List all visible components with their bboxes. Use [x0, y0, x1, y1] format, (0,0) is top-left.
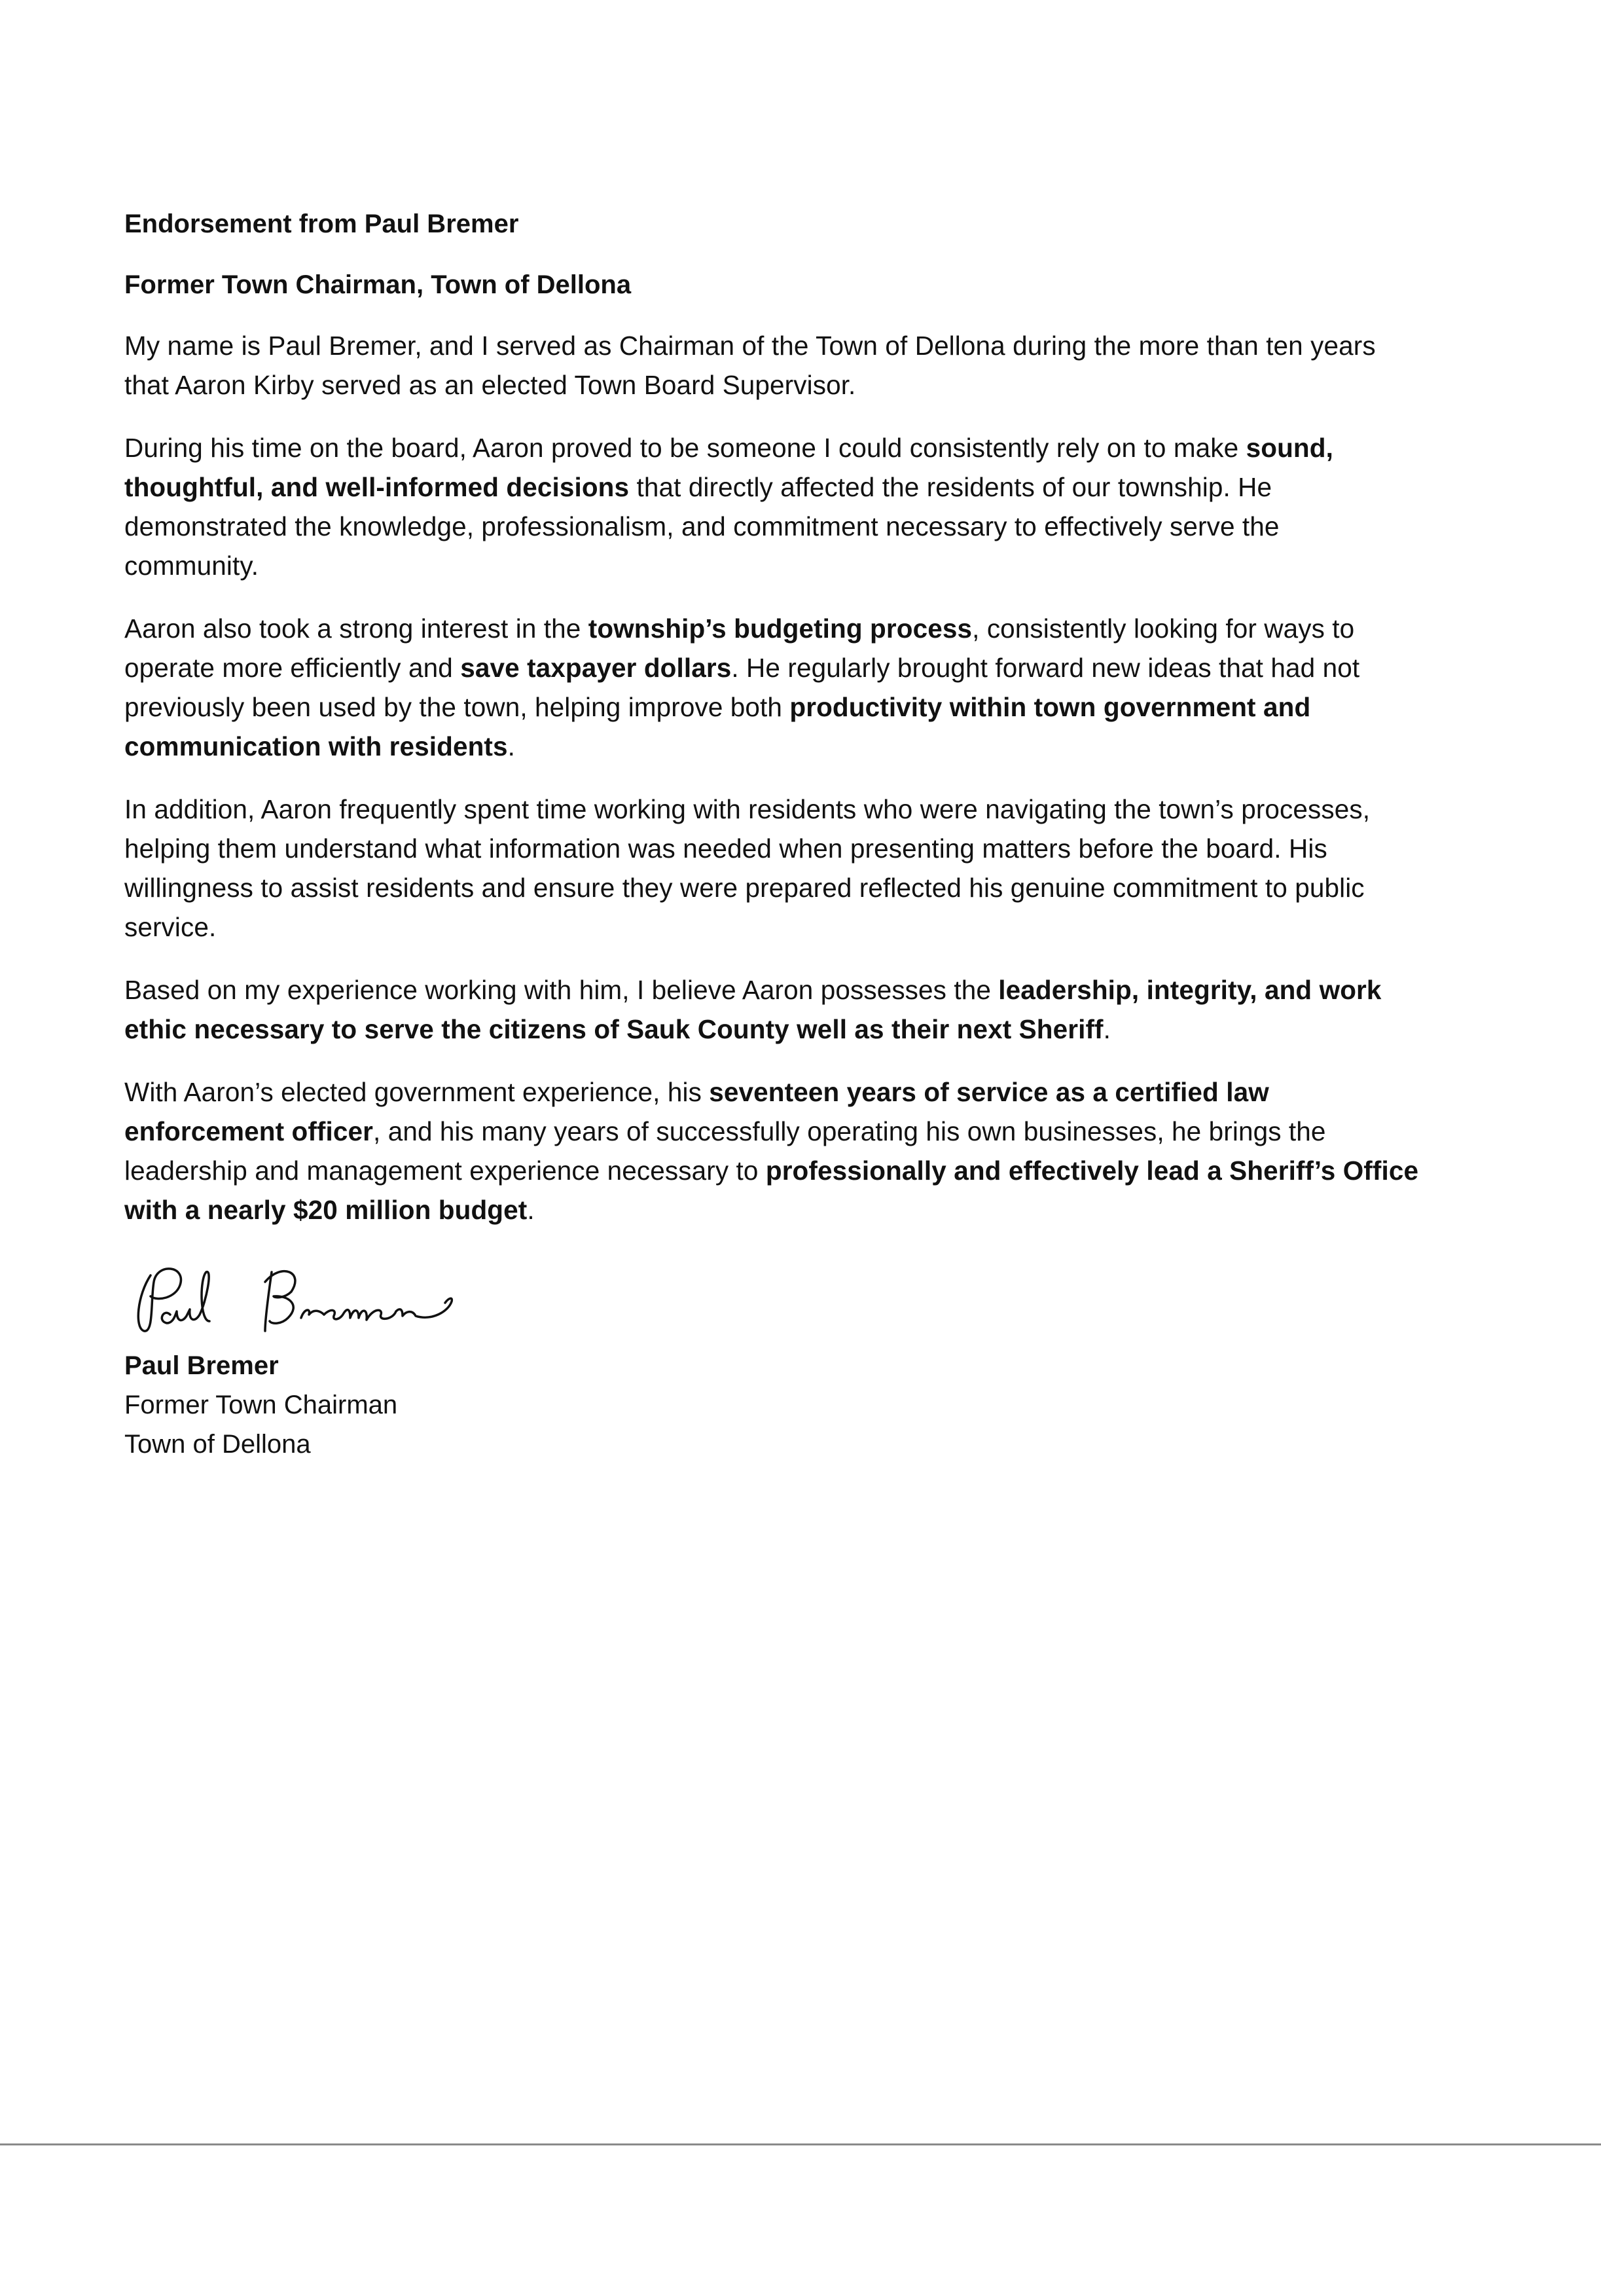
paragraph-text: . [507, 731, 515, 761]
emphasized-text: sound, thoughtful, and well-informed decisions [124, 433, 1333, 502]
paragraph-text: My name is Paul Bremer, and I served as Chairman of the Town of Dellona during the more than ten years that Aaron Kirby served as an elected Town Board Supervisor. [124, 331, 1376, 400]
emphasized-text: productivity within town government and communication with residents [124, 692, 1311, 761]
signer-name: Paul Bremer [124, 1351, 279, 1380]
body-paragraph [124, 790, 1420, 947]
body-paragraph [124, 970, 1420, 1049]
emphasized-text: professionally and effectively lead a Sheriff’s Office with a nearly $20 million budget [124, 1156, 1419, 1225]
letter-body [124, 326, 1420, 1230]
paragraph-text: . [527, 1195, 535, 1225]
paragraph-text: During his time on the board, Aaron proved to be someone I could consistently rely on to make [124, 433, 1246, 463]
paragraph-text: that directly affected the residents of our township. He demonstrated the knowledge, professionalism, and commitment necessary to effectively serve the community. [124, 472, 1280, 581]
paragraph-text: In addition, Aaron frequently spent time working with residents who were navigating the town’s processes, helping them understand what information was needed when presenting matters before the board. His willingness to assist residents and ensure they were prepared reflected his genuine commitment to public service. [124, 794, 1371, 942]
letter [124, 204, 1420, 1464]
paragraph-text: Aaron also took a strong interest in the [124, 613, 588, 644]
paragraph-text: , consistently looking for ways to operate more efficiently and [124, 613, 1355, 683]
paragraph-text: With Aaron’s elected government experience, his [124, 1077, 710, 1107]
body-paragraph [124, 1072, 1420, 1230]
paragraph-text: , and his many years of successfully operating his own businesses, he brings the leadership and management experience necessary to [124, 1116, 1326, 1186]
body-paragraph [124, 326, 1420, 405]
emphasized-text: township’s budgeting process [588, 613, 973, 644]
signer-title: Former Town Chairman [124, 1391, 398, 1419]
emphasized-text: seventeen years of service as a certified law enforcement officer [124, 1077, 1269, 1146]
handwritten-signature [124, 1256, 1420, 1347]
emphasized-text: leadership, integrity, and work ethic necessary to serve the citizens of Sauk County well as their next Sheriff [124, 975, 1382, 1044]
signer-organization: Town of Dellona [124, 1430, 311, 1459]
paragraph-text: . [1103, 1014, 1111, 1044]
body-paragraph [124, 609, 1420, 766]
letter-heading: Endorsement from Paul Bremer [124, 210, 519, 238]
paragraph-text: . He regularly brought forward new ideas that had not previously been used by the town, helping improve both [124, 653, 1360, 722]
body-paragraph [124, 428, 1420, 585]
page-divider-line [0, 2143, 1601, 2145]
emphasized-text: save taxpayer dollars [460, 653, 732, 683]
closing-block [124, 1346, 1420, 1464]
paragraph-text: Based on my experience working with him, I believe Aaron possesses the [124, 975, 999, 1005]
letter-subheading: Former Town Chairman, Town of Dellona [124, 270, 632, 299]
